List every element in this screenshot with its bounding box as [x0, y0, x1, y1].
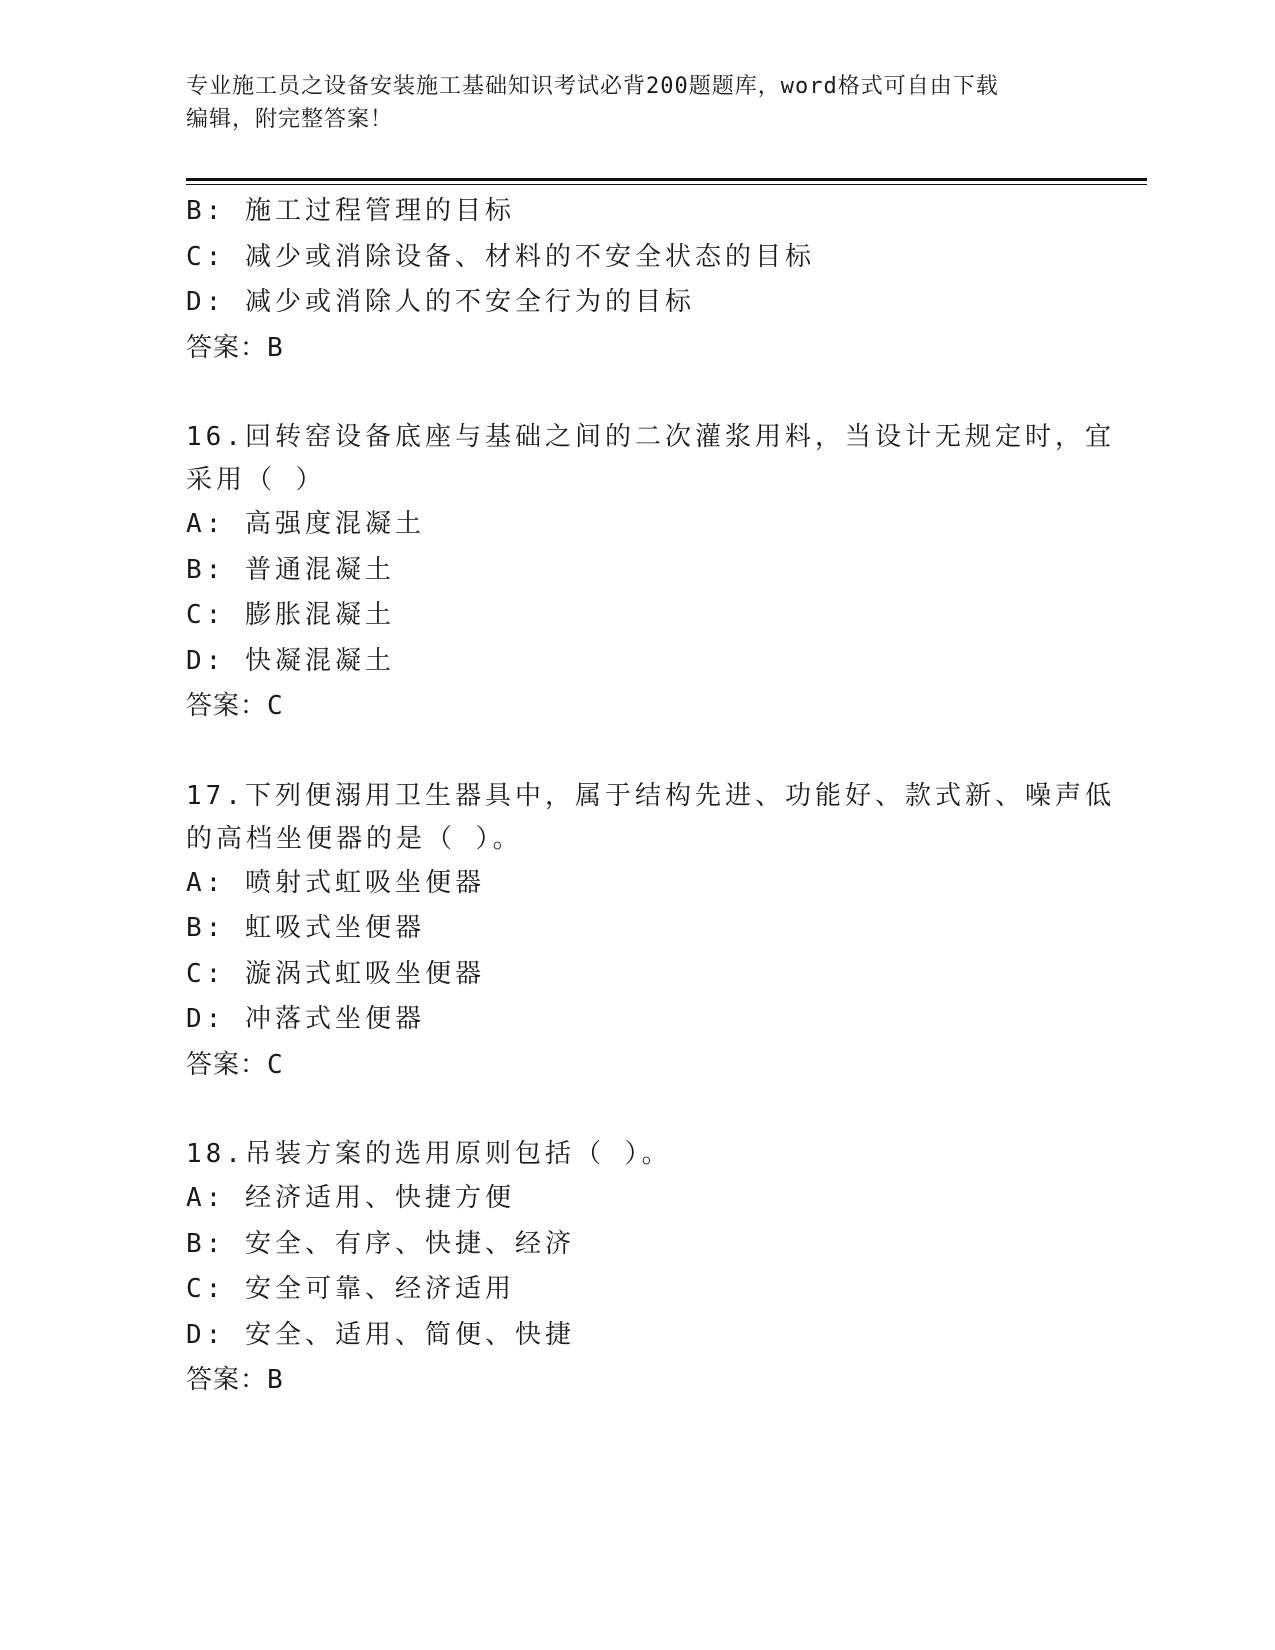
option-d: D: 快凝混凝土	[186, 645, 395, 676]
option-c: C: 漩涡式虹吸坐便器	[186, 958, 485, 989]
question-stem-line: 16.回转窑设备底座与基础之间的二次灌浆用料，当设计无规定时，宜	[186, 422, 1115, 452]
option-a: A: 经济适用、快捷方便	[186, 1183, 515, 1213]
question-stem-line: 18.吊装方案的选用原则包括（ ）。	[186, 1139, 672, 1169]
option-d: D: 冲落式坐便器	[186, 1004, 425, 1034]
option-b: B: 施工过程管理的目标	[186, 196, 515, 226]
document-header	[186, 70, 1066, 136]
question-list	[186, 189, 1115, 1404]
answer-line: 答案：B	[186, 332, 284, 363]
option-c: C: 减少或消除设备、材料的不安全状态的目标	[186, 241, 815, 272]
header-line-1: 专业施工员之设备安装施工基础知识考试必背200题题库，word格式可自由下载	[186, 74, 999, 99]
answer-line: 答案：B	[186, 1365, 284, 1395]
question-stem-line: 17.下列便溺用卫生器具中，属于结构先进、功能好、款式新、噪声低	[186, 780, 1115, 811]
option-b: B: 虹吸式坐便器	[186, 913, 425, 943]
question-15-continued	[186, 189, 1086, 371]
option-c: C: 膨胀混凝土	[186, 600, 395, 630]
question-18	[186, 1133, 1086, 1404]
option-d: D: 安全、适用、简便、快捷	[186, 1319, 575, 1350]
answer-line: 答案：C	[186, 1049, 284, 1080]
question-16	[186, 416, 1115, 730]
option-a: A: 高强度混凝土	[186, 509, 425, 539]
answer-line: 答案：C	[186, 691, 284, 721]
option-c: C: 安全可靠、经济适用	[186, 1274, 515, 1304]
question-stem-line: 的高档坐便器的是（ ）。	[186, 823, 523, 854]
question-17	[186, 775, 1115, 1089]
option-b: B: 普通混凝土	[186, 554, 395, 585]
option-b: B: 安全、有序、快捷、经济	[186, 1228, 575, 1259]
option-d: D: 减少或消除人的不安全行为的目标	[186, 287, 695, 317]
option-a: A: 喷射式虹吸坐便器	[186, 867, 485, 898]
question-stem-line: 采用（ ）	[186, 465, 326, 495]
header-divider-thick	[186, 178, 1147, 181]
header-line-2: 编辑，附完整答案！	[186, 107, 394, 132]
header-divider-thin	[186, 184, 1147, 185]
